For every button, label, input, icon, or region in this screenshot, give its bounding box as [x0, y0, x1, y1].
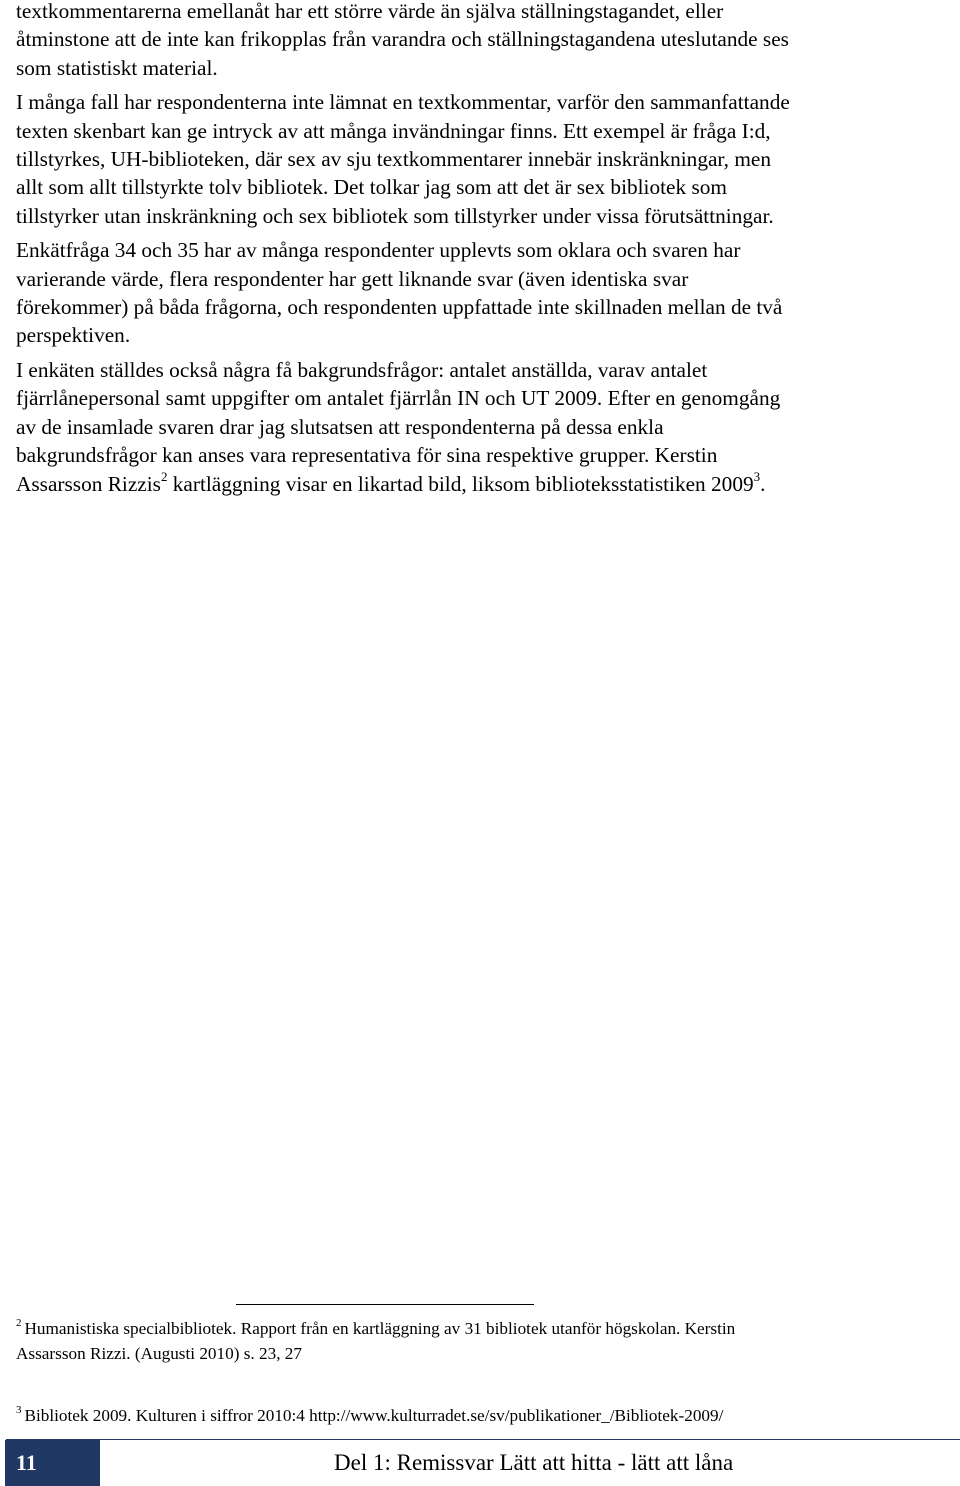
text-line: bakgrundsfrågor kan anses vara representativa för sina respektive grupper. Kerstin	[16, 443, 718, 468]
text-line: texten skenbart kan ge intryck av att många invändningar finns. Ett exempel är fråga I:d,	[16, 118, 771, 143]
paragraph-1	[16, 0, 946, 82]
text-line: varierande värde, flera respondenter har gett liknande svar (även identiska svar	[16, 266, 689, 291]
footnote-marker: 3	[16, 1404, 22, 1417]
footnote-ref-3[interactable]: 3	[753, 469, 761, 485]
text-line: perspektiven.	[16, 323, 131, 348]
footnote-3	[16, 1404, 946, 1429]
paragraph-3	[16, 236, 946, 350]
text-line: I enkäten ställdes också några få bakgrundsfrågor: antalet anställda, varav antalet	[16, 357, 708, 382]
paragraph-4	[16, 356, 946, 498]
text-line: tillstyrker utan inskränkning och sex bibliotek som tillstyrker under vissa förutsättningar.	[16, 203, 774, 228]
text-line	[16, 470, 946, 498]
footnote-text: Humanistiska specialbibliotek. Rapport från en kartläggning av 31 bibliotek utanför högskolan. Kerstin	[24, 1319, 736, 1338]
footnote-line: Assarsson Rizzi. (Augusti 2010) s. 23, 27	[16, 1343, 302, 1363]
text-fragment: Assarsson Rizzis	[16, 471, 161, 496]
footer-title: Del 1: Remissvar Lätt att hitta - lätt att låna	[334, 1450, 734, 1475]
page-number: 11	[16, 1450, 37, 1475]
footnote-text: Bibliotek 2009. Kulturen i siffror 2010:4 http://www.kulturradet.se/sv/publikationer_/Bibliotek-2009/	[24, 1406, 724, 1425]
text-line: åtminstone att de inte kan frikopplas från varandra och ställningstagandena uteslutande ses	[16, 27, 789, 52]
text-line: textkommentarerna emellanåt har ett större värde än själva ställningstagandet, eller	[16, 0, 724, 23]
footnote-separator	[236, 1304, 534, 1305]
footnote-line	[16, 1317, 946, 1342]
text-line: av de insamlade svaren drar jag slutsatsen att respondenterna på dessa enkla	[16, 414, 664, 439]
text-line: förekommer) på båda frågorna, och respondenten uppfattade inte skillnaden mellan de två	[16, 295, 783, 320]
body-text	[16, 0, 946, 504]
page-number-badge	[5, 1440, 100, 1486]
text-line: Enkätfråga 34 och 35 har av många respondenter upplevts som oklara och svaren har	[16, 238, 741, 263]
footnote-marker: 2	[16, 1317, 22, 1330]
footer-rule	[6, 1439, 960, 1440]
text-line: I många fall har respondenterna inte lämnat en textkommentar, varför den sammanfattande	[16, 90, 790, 115]
text-line: tillstyrkes, UH-biblioteken, där sex av sju textkommentarer innebär inskränkningar, men	[16, 147, 771, 172]
footnote-line	[16, 1404, 946, 1429]
text-line: som statistiskt material.	[16, 55, 218, 80]
footnote-2	[16, 1317, 946, 1366]
text-fragment: kartläggning visar en likartad bild, liksom biblioteksstatistiken 2009	[167, 471, 754, 496]
text-line: fjärrlånepersonal samt uppgifter om antalet fjärrlån IN och UT 2009. Efter en genomgång	[16, 386, 781, 411]
text-fragment: .	[760, 471, 766, 496]
text-line: allt som allt tillstyrkte tolv bibliotek. Det tolkar jag som att det är sex bibliotek som	[16, 175, 727, 200]
footnote-ref-2[interactable]: 2	[160, 469, 168, 485]
paragraph-2	[16, 88, 946, 230]
